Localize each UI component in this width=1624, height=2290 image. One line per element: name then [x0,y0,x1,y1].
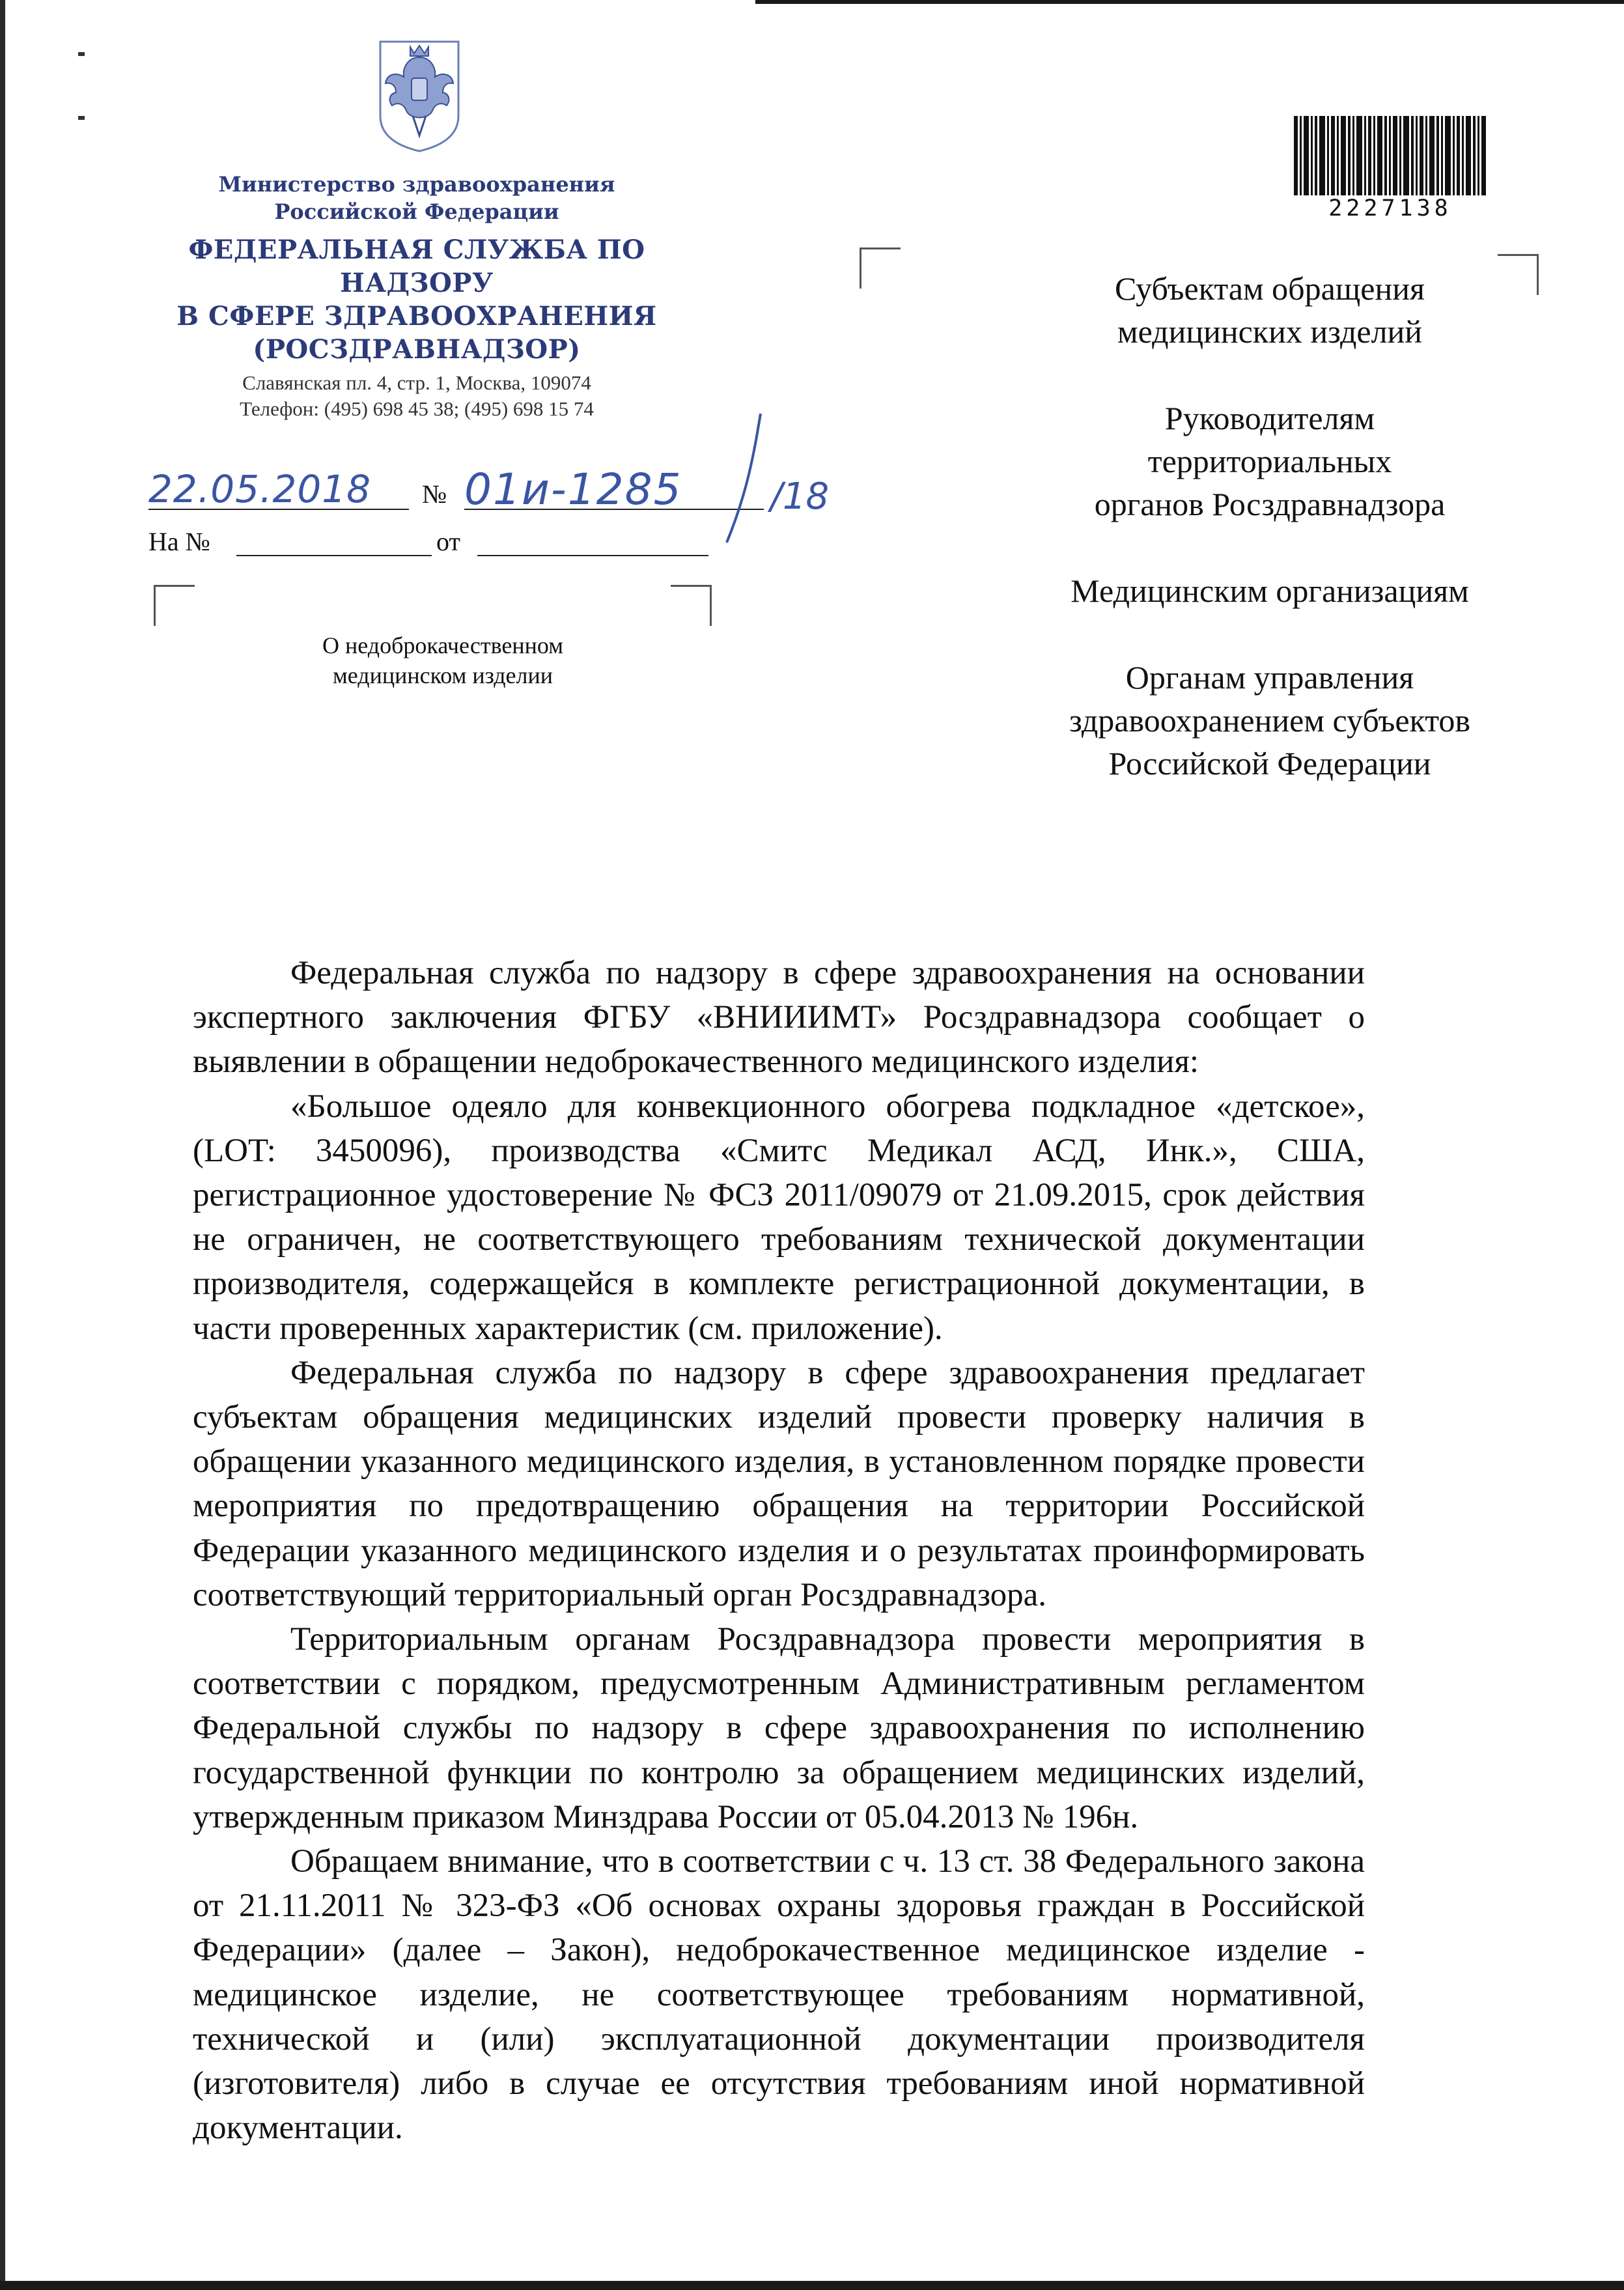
scan-border-bottom [0,2281,1624,2290]
reference-date-field [477,555,708,556]
number-label: № [422,479,447,509]
body-paragraph: Федеральная служба по надзору в сфере здравоохранения предлагает субъектам обращения медицинских изделий провести проверку наличия в обращении указанного медицинского изделия, в установленном порядке провести мероприятия по предотвращению обращения на территории Российской Федерации указанного медицинского изделия и о результатах проинформировать соответствующий территориальный орган Росздравнадзора. [193,1354,1365,1613]
recipient-line: здравоохранением субъектов [1069,702,1471,739]
reference-line [148,526,715,563]
recipient-line: Руководителям [1164,400,1375,436]
body-paragraph: Территориальным органам Росздравнадзора провести мероприятия в соответствии с порядком, предусмотренным Административным регламентом Федеральной службы по надзору в сфере здравоохранения по исполнению государственной функции по контролю за обращением медицинских изделий, утвержденным приказом Минздрава России от 05.04.2013 № 196н. [193,1621,1365,1835]
corner-mark [154,585,195,626]
service-name [117,233,716,366]
reference-from-label: от [436,527,460,556]
address-block [150,370,684,422]
phone: Телефон: (495) 698 45 38; (495) 698 15 74 [240,397,594,420]
ministry-line: Российской Федерации [274,199,559,224]
recipient-line: медицинских изделий [1117,313,1423,350]
scan-speck [78,116,85,120]
recipient-line: Органам управления [1125,659,1414,696]
registration-line [148,459,884,518]
body-paragraph: «Большое одеяло для конвекционного обогрева подкладное «детское», (LOT: 3450096), производства «Смитс Медикал АСД, Инк.», США, регистрационное удостоверение № ФСЗ 2011/09079 от 21.09.2015, срок действия не ограничен, не соответствующего требованиям технической документации производителя, содержащейся в комплекте регистрационной документации, в части проверенных характеристик (см. приложение). [193,1088,1365,1347]
ministry-name [189,171,645,225]
recipient-line: органов Росздравнадзора [1094,486,1446,522]
corner-mark [860,247,901,289]
registration-suffix: /18 [770,475,830,518]
reference-label: На № [148,527,210,556]
handwritten-slash [721,414,767,544]
recipients-block [983,267,1556,828]
recipient [983,656,1556,785]
corner-mark [671,585,712,626]
scan-speck [78,52,85,56]
recipient [983,397,1556,526]
service-line: ФЕДЕРАЛЬНАЯ СЛУЖБА ПО НАДЗОРУ [188,234,645,298]
date-underline [148,509,409,510]
registration-number: 01и-1285 [464,464,682,515]
recipient [983,569,1556,612]
letter-subject [228,630,658,690]
barcode-number: 2227138 [1328,195,1452,221]
registration-date: 22.05.2018 [148,467,372,511]
number-underline [464,509,764,510]
recipient-line: Медицинским организациям [1071,572,1469,609]
recipient-line: территориальных [1147,443,1392,479]
recipient-line: Субъектам обращения [1115,270,1425,307]
letter-body [193,951,1365,2150]
russian-coat-of-arms-icon [376,38,462,154]
reference-number-field [236,555,432,556]
subject-line: медицинском изделии [332,662,553,688]
body-paragraph: Федеральная служба по надзору в сфере здравоохранения на основании экспертного заключения ФГБУ «ВНИИИМТ» Росздравнадзора сообщает о выявлении в обращении недоброкачественного медицинского изделия: [193,955,1365,1081]
ministry-line: Министерство здравоохранения [218,172,615,197]
barcode [1293,116,1488,195]
body-paragraph: Обращаем внимание, что в соответствии с ч. 13 ст. 38 Федерального закона от 21.11.2011 № 323-ФЗ «Об основах охраны здоровья граждан в Российской Федерации» (далее – Закон), недоброкачественное медицинское изделие - медицинское изделие, не соответствующее требованиям нормативной, технической и (или) эксплуатационной документации производителя (изготовителя) либо в случае ее отсутствия требованиям иной нормативной документации. [193,1843,1365,2147]
scan-border-top [755,0,1624,4]
subject-line: О недоброкачественном [322,632,563,658]
service-line: В СФЕРЕ ЗДРАВООХРАНЕНИЯ [176,301,657,332]
scan-border-left [0,0,5,2290]
address: Славянская пл. 4, стр. 1, Москва, 109074 [242,371,591,394]
service-line: (РОСЗДРАВНАДЗОР) [253,334,581,365]
recipient-line: Российской Федерации [1108,745,1431,782]
recipient [983,267,1556,353]
